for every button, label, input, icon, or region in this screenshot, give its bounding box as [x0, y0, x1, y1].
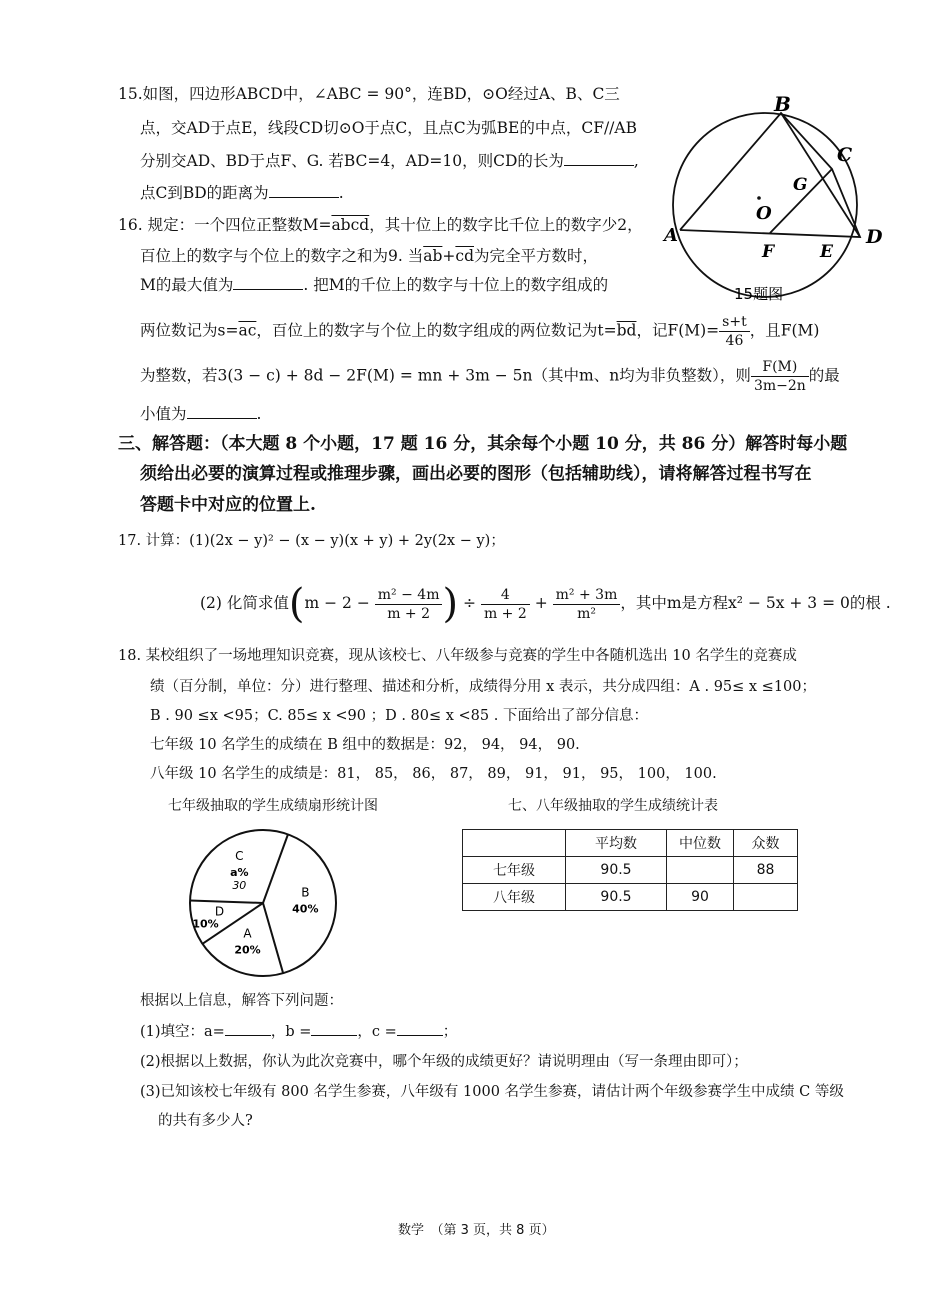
pie-value-b: 40% [292, 902, 319, 916]
figure-caption: 15题图 [734, 285, 784, 303]
section3-line3: 答题卡中对应的位置上. [140, 495, 316, 515]
table-header-cell: 平均数 [566, 830, 667, 857]
q16-line2 [140, 245, 598, 267]
q16-line1 [118, 214, 643, 236]
answer-blank[interactable] [187, 404, 257, 419]
pie-chart [186, 826, 342, 982]
table-cell: 七年级 [463, 857, 566, 884]
pie-value-a: 20% [234, 943, 261, 957]
fraction-fm: $\frac{F(M)}{3m-2n}$ [751, 358, 809, 395]
answer-blank-c[interactable] [397, 1021, 443, 1036]
q15-line3: 分别交AD、BD于点F、G. 若BC=4，AD=10，则CD的长为 , [140, 152, 639, 170]
table-cell: 90.5 [566, 884, 667, 911]
q18-line1: 18. 某校组织了一场地理知识竞赛，现从该校七、八年级参与竞赛的学生中各随机选出 10 名学生的竞赛成 [118, 648, 797, 664]
q18-text: ，c = [357, 1024, 397, 1040]
pie-label-d: D [214, 904, 225, 919]
q16-text: 小值为 [140, 405, 187, 423]
q16-text: 两位数记为s= [140, 321, 239, 340]
fraction-3: $\frac{\text{m² + 3m}}{\text{m²}}$ [553, 586, 621, 623]
table-header-cell: 中位数 [667, 830, 734, 857]
table-header-cell: 众数 [734, 830, 798, 857]
overline-ac: $\overline{ac}$ [238, 321, 257, 340]
table-cell: 90 [667, 884, 734, 911]
q16-text: ，且F(M) [749, 321, 820, 340]
pie-slice-boundary-b [263, 834, 288, 903]
label-b: B [774, 92, 791, 116]
overline-bd: $\overline{bd}$ [616, 321, 637, 340]
stats-table [462, 829, 798, 911]
fraction-s-plus-t: $\frac{s+t}{46}$ [719, 313, 750, 350]
q16-text: 的最 [808, 366, 840, 385]
q17-text: + [534, 594, 548, 612]
q16-line3 [140, 274, 608, 296]
pie-chart-title: 七年级抽取的学生成绩扇形统计图 [168, 798, 378, 814]
q16-text: ，记F(M)= [636, 321, 720, 340]
table-cell [667, 857, 734, 884]
q18-q1 [140, 1021, 457, 1043]
section3-line2: 须给出必要的演算过程或推理步骤，画出必要的图形（包括辅助线），请将解答过程书写在 [140, 464, 812, 484]
q16-line5 [140, 358, 840, 395]
q15-line4: 点C到BD的距离为 . [140, 184, 344, 202]
q18-intro: 根据以上信息，解答下列问题： [140, 993, 343, 1009]
q17-text: ÷ [463, 594, 477, 612]
figure-15 [660, 85, 900, 315]
label-f: F [762, 242, 775, 262]
table-cell: 八年级 [463, 884, 566, 911]
q18-text: (1)填空：a= [140, 1024, 225, 1040]
table-header-row [463, 830, 798, 857]
pie-value-c: a% [230, 865, 249, 879]
label-d: D [866, 226, 883, 248]
page-footer: 数学 （第 3 页，共 8 页） [398, 1223, 555, 1238]
q17-text: ，其中m是方程x² − 5x + 3 = 0的根 . [620, 594, 891, 612]
q15-line4-text: 点C到BD的距离为 [140, 184, 269, 202]
overline-ab: $\overline{ab}$ [423, 247, 443, 265]
q16-text: + [442, 247, 456, 265]
q16-text: 百位上的数字与个位上的数字之和为9. 当 [140, 247, 424, 265]
table-cell [734, 884, 798, 911]
table-title: 七、八年级抽取的学生成绩统计表 [508, 798, 718, 814]
answer-blank-a[interactable] [225, 1021, 271, 1036]
q16-text: 为完全平方数时， [474, 247, 599, 265]
q18-line4: 七年级 10 名学生的成绩在 B 组中的数据是：92， 94， 94， 90. [150, 737, 580, 753]
fraction-1: $\frac{\text{m² − 4m}}{m + 2}$ [375, 586, 443, 623]
answer-blank[interactable] [564, 151, 634, 166]
q18-q3-line2: 的共有多少人? [158, 1113, 253, 1129]
q17-text: m − 2 − [304, 594, 370, 612]
q18-text: ； [442, 1024, 458, 1040]
q18-q3-line1: (3)已知该校七年级有 800 名学生参赛，八年级有 1000 名学生参赛，请估计两个年级参赛学生中成绩 C 等级 [140, 1084, 844, 1100]
pie-slice-boundary-c [190, 900, 263, 903]
pie-label-b: B [301, 885, 310, 900]
label-a: A [664, 225, 678, 246]
section3-line1: 三、解答题：（本大题 8 个小题，17 题 16 分，其余每个小题 10 分，共 86 分）解答时每小题 [118, 434, 848, 454]
label-o: O [756, 203, 772, 224]
fraction-2: $\frac{4}{m + 2}$ [481, 586, 530, 623]
answer-blank[interactable] [233, 275, 303, 290]
q17-part1: 17. 计算：(1)(2x − y)² − (x − y)(x + y) + 2y(2x − y)； [118, 533, 505, 549]
q15-line3-text: 分别交AD、BD于点F、G. 若BC=4，AD=10，则CD的长为 [140, 152, 564, 170]
label-e: E [820, 242, 833, 262]
q18-q2: (2)根据以上数据，你认为此次竞赛中，哪个年级的成绩更好？请说明理由（写一条理由即可）； [140, 1054, 748, 1070]
q16-line6: 小值为 . [140, 405, 262, 423]
answer-blank[interactable] [269, 183, 339, 198]
q16-line4 [140, 313, 819, 350]
center-dot [757, 196, 761, 200]
label-g: G [793, 175, 808, 195]
q18-line2: 绩（百分制，单位：分）进行整理、描述和分析，成绩得分用 x 表示，共分成四组：A . 95≤ x ≤100； [150, 679, 817, 695]
pie-label-c: C [235, 848, 244, 863]
q16-text: ，百位上的数字与个位上的数字组成的两位数记为t= [256, 321, 617, 340]
q16-text: 为整数，若3(3 − c) + 8d − 2F(M) = mn + 3m − 5n（其中m、n均为非负整数），则 [140, 366, 751, 385]
q16-text: . 把M的千位上的数字与十位上的数字组成的 [303, 276, 609, 294]
answer-blank-b[interactable] [311, 1021, 357, 1036]
overline-cd: $\overline{cd}$ [455, 247, 474, 265]
label-c: C [837, 144, 853, 166]
q16-text: M的最大值为 [140, 276, 234, 294]
q15-line1: 15.如图，四边形ABCD中，∠ABC = 90°，连BD，⊙O经过A、B、C三 [118, 85, 620, 103]
q16-text: ，其十位上的数字比千位上的数字少2， [369, 216, 643, 234]
q17-part2: (2) 化简求值(m − 2 − $\frac{\text{m² − 4m}}{m + 2}$ ) ÷ $\frac{4}{m + 2}$ + $\frac{\text{m² + 3m}}{\text{m²}}$ ，其中m是方程x² − 5x + 3 = 0的根 . [200, 581, 891, 627]
table-cell: 88 [734, 857, 798, 884]
pie-label-a: A [243, 926, 252, 941]
q18-line5: 八年级 10 名学生的成绩是：81， 85， 86， 87， 89， 91， 91， 95， 100， 100. [150, 766, 717, 782]
pie-handwritten-c: 30 [232, 878, 247, 892]
pie-value-d: 10% [192, 917, 219, 931]
table-header-cell [463, 830, 566, 857]
pie-slice-boundary-a [263, 903, 283, 973]
table-cell: 90.5 [566, 857, 667, 884]
q15-line2: 点，交AD于点E，线段CD切⊙O于点C，且点C为弧BE的中点，CF//AB [140, 119, 637, 137]
table-row [463, 884, 798, 911]
q16-text: 16. 规定：一个四位正整数M= [118, 216, 332, 234]
table-row [463, 857, 798, 884]
overline-abcd: abcd [331, 216, 370, 234]
q17-text: (2) 化简求值 [200, 594, 289, 612]
q18-line3: B . 90 ≤x <95；C. 85≤ x <90 ；D . 80≤ x <85 . 下面给出了部分信息： [150, 708, 648, 724]
q18-text: ，b = [270, 1024, 312, 1040]
